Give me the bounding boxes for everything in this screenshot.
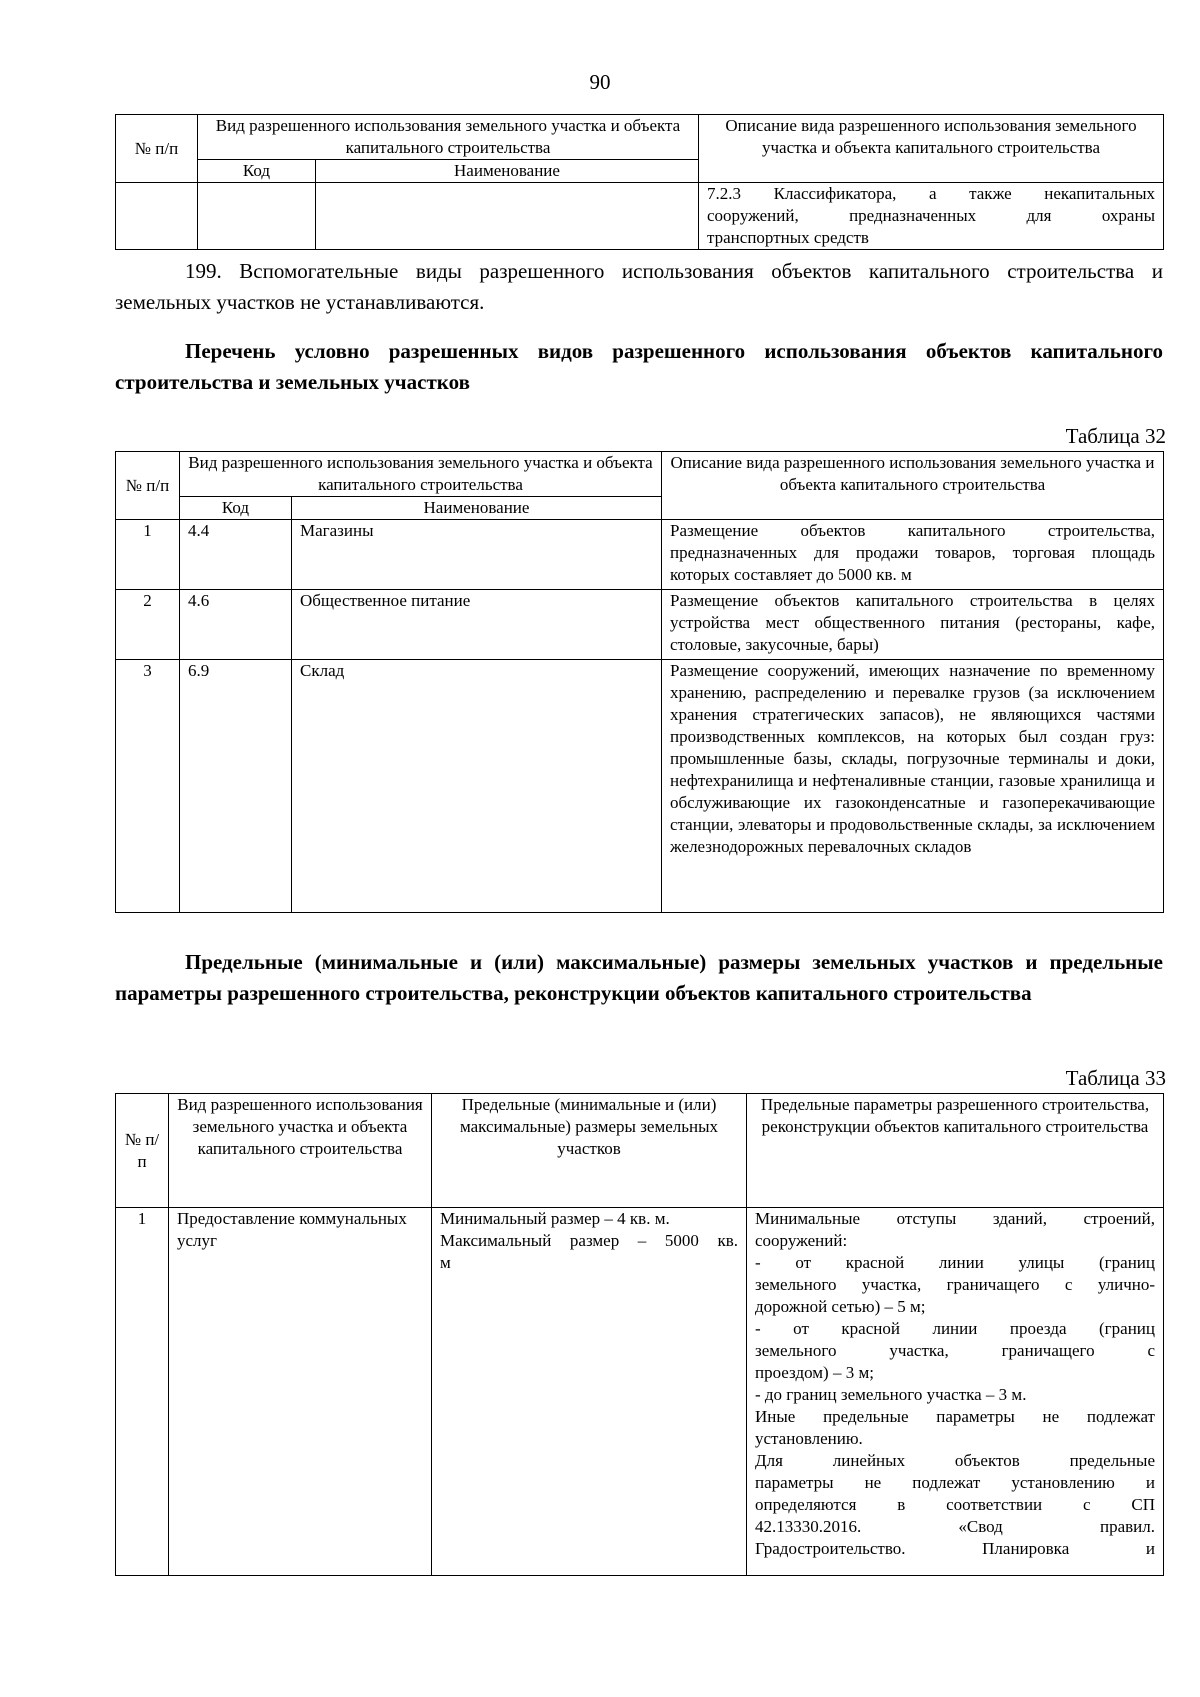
row-code: 4.6 xyxy=(180,590,292,660)
table33-caption: Таблица 33 xyxy=(1065,1066,1166,1090)
row-name: Магазины xyxy=(292,520,662,590)
row-type: Предоставление коммунальных услуг xyxy=(169,1208,432,1576)
col-description-header: Описание вида разрешенного использования земельного участка и объекта капитального строительства xyxy=(662,452,1164,520)
paragraph-199: 199. Вспомогательные виды разрешенного использования объектов капитального строительства и земельных участков не устанавливаются. xyxy=(115,259,1163,314)
col-number-header: № п/п xyxy=(116,452,180,520)
row-description: Размещение объектов капитального строительства, предназначенных для продажи товаров, торговая площадь которых составляет до 5000 кв. м xyxy=(662,520,1164,590)
col-params-header: Предельные параметры разрешенного строительства, реконструкции объектов капитального строительства xyxy=(747,1094,1164,1208)
col-type-header: Вид разрешенного использования земельного участка и объекта капитального строительства xyxy=(169,1094,432,1208)
col-name-header: Наименование xyxy=(316,160,699,183)
row-description: Размещение объектов капитального строительства в целях устройства мест общественного питания (рестораны, кафе, столовые, закусочные, бары) xyxy=(662,590,1164,660)
table32-caption: Таблица 32 xyxy=(1065,424,1166,448)
heading-conditional-uses: Перечень условно разрешенных видов разрешенного использования объектов капитального строительства и земельных участков xyxy=(115,339,1163,394)
row-number: 3 xyxy=(116,660,180,913)
page-number: 90 xyxy=(589,70,611,94)
table-row xyxy=(116,520,1164,590)
table-32 xyxy=(115,451,1164,913)
row-code: 4.4 xyxy=(180,520,292,590)
top-table xyxy=(115,114,1164,250)
col-group-header: Вид разрешенного использования земельного участка и объекта капитального строительства xyxy=(198,115,699,160)
row-description: Размещение сооружений, имеющих назначение по временному хранению, распределению и перевалке грузов (за исключением хранения стратегических запасов), не являющихся частями производственных комплексов, на которых был создан груз: промышленные базы, склады, погрузочные терминалы и доки, нефтехранилища и нефтеналивные станции, газовые хранилища и обслуживающие их газоконденсатные и газоперекачивающие станции, элеваторы и продовольственные склады, за исключением железнодорожных перевалочных складов xyxy=(662,660,1164,913)
table-row xyxy=(116,590,1164,660)
table-33 xyxy=(115,1093,1164,1576)
col-code-header: Код xyxy=(198,160,316,183)
row-sizes: Минимальный размер – 4 кв. м. Максимальный размер – 5000 кв. м xyxy=(432,1208,747,1576)
col-description-header: Описание вида разрешенного использования земельного участка и объекта капитального строительства xyxy=(699,115,1164,183)
table-cell-description: 7.2.3 Классификатора, а также некапитальных сооружений, предназначенных для охраны транспортных средств xyxy=(699,183,1164,250)
row-number: 2 xyxy=(116,590,180,660)
row-number: 1 xyxy=(116,520,180,590)
col-code-header: Код xyxy=(180,497,292,520)
row-params: Минимальные отступы зданий, строений, сооружений: - от красной линии улицы (границ земельного участка, граничащего с улично- дорожной сетью) – 5 м; - от красной линии проезда (границ земельного участка, граничащего с проездом) – 3 м; - до границ земельного участка – 3 м. Иные предельные параметры не подлежат установлению. Для линейных объектов предельные параметры не подлежат установлению и определяются в соответствии с СП 42.13330.2016. «Свод правил. Градостроительство. Планировка и xyxy=(747,1208,1164,1576)
col-sizes-header: Предельные (минимальные и (или) максимальные) размеры земельных участков xyxy=(432,1094,747,1208)
row-name: Склад xyxy=(292,660,662,913)
heading-limits: Предельные (минимальные и (или) максимальные) размеры земельных участков и предельные параметры разрешенного строительства, реконструкции объектов капитального строительства xyxy=(115,950,1163,1005)
row-number: 1 xyxy=(116,1208,169,1576)
table-row xyxy=(116,660,1164,913)
row-name: Общественное питание xyxy=(292,590,662,660)
col-group-header: Вид разрешенного использования земельного участка и объекта капитального строительства xyxy=(180,452,662,497)
table-cell xyxy=(316,183,699,250)
col-number-header: № п/п xyxy=(116,115,198,183)
col-name-header: Наименование xyxy=(292,497,662,520)
table-cell xyxy=(198,183,316,250)
table-cell xyxy=(116,183,198,250)
row-code: 6.9 xyxy=(180,660,292,913)
col-number-header: № п/п xyxy=(116,1094,169,1208)
table-row xyxy=(116,1208,1164,1576)
